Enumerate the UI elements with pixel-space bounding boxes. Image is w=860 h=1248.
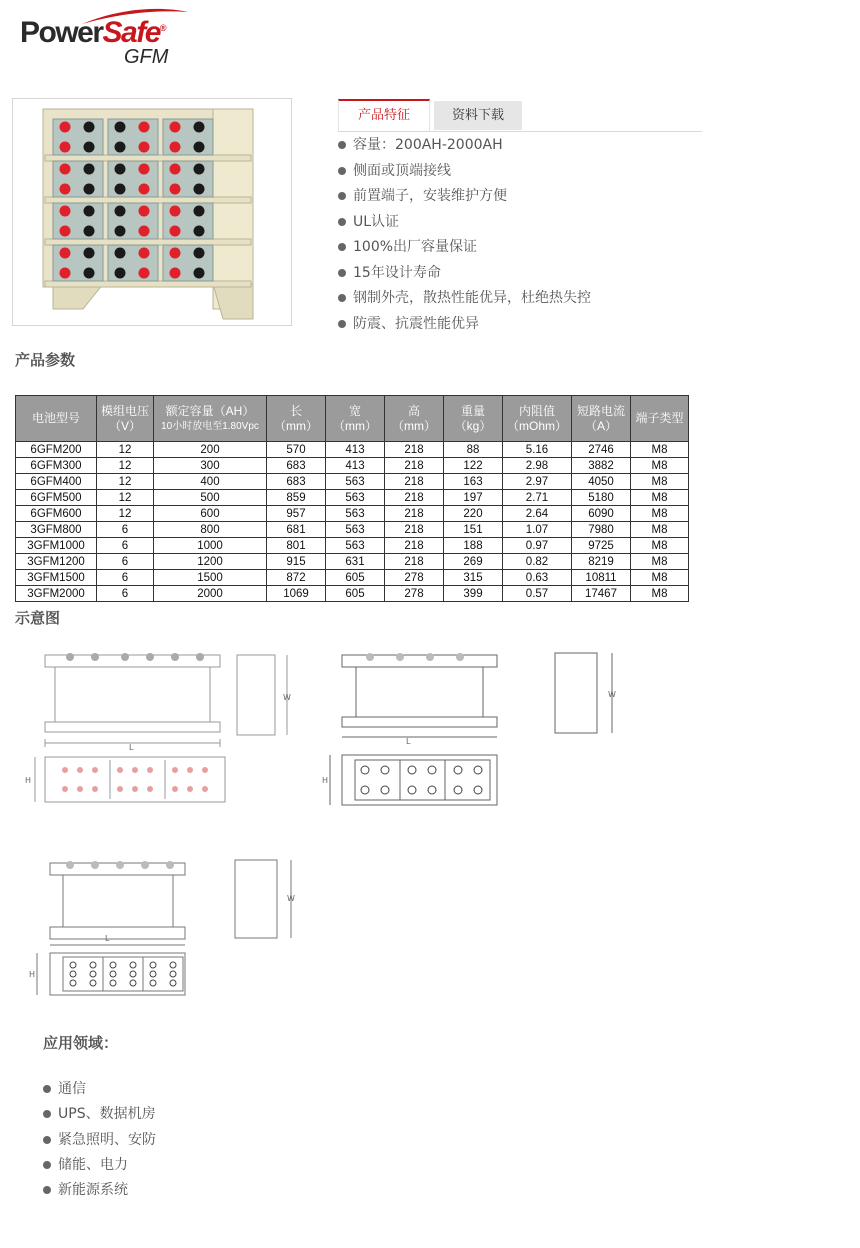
dimension-diagram-6gfm bbox=[15, 645, 300, 810]
table-cell: 6GFM600 bbox=[16, 506, 97, 522]
column-header: 模组电压 （V） bbox=[97, 396, 154, 442]
table-cell: 563 bbox=[326, 506, 385, 522]
section-title-diagram: 示意图 bbox=[15, 609, 61, 627]
table-cell: 2000 bbox=[154, 586, 267, 602]
table-cell: 859 bbox=[267, 490, 326, 506]
table-cell: 151 bbox=[444, 522, 503, 538]
bullet-icon bbox=[338, 294, 346, 302]
table-cell: 7980 bbox=[572, 522, 631, 538]
table-cell: 605 bbox=[326, 586, 385, 602]
table-cell: 399 bbox=[444, 586, 503, 602]
table-row bbox=[16, 442, 689, 458]
table-cell: 6 bbox=[97, 522, 154, 538]
table-cell: 269 bbox=[444, 554, 503, 570]
table-cell: 12 bbox=[97, 442, 154, 458]
table-cell: 6GFM300 bbox=[16, 458, 97, 474]
table-cell: M8 bbox=[631, 586, 689, 602]
bullet-icon bbox=[43, 1085, 51, 1093]
table-cell: 2.64 bbox=[503, 506, 572, 522]
table-cell: 3GFM1200 bbox=[16, 554, 97, 570]
tab-product-features[interactable]: 产品特征 bbox=[338, 99, 430, 131]
table-cell: 315 bbox=[444, 570, 503, 586]
list-item: 防震、抗震性能优异 bbox=[338, 313, 738, 339]
table-cell: 218 bbox=[385, 474, 444, 490]
table-cell: M8 bbox=[631, 490, 689, 506]
table-cell: 3GFM2000 bbox=[16, 586, 97, 602]
table-cell: 1.07 bbox=[503, 522, 572, 538]
bullet-icon bbox=[338, 218, 346, 226]
table-cell: M8 bbox=[631, 570, 689, 586]
table-cell: 300 bbox=[154, 458, 267, 474]
table-cell: 413 bbox=[326, 442, 385, 458]
table-cell: 2.98 bbox=[503, 458, 572, 474]
length-label: L bbox=[105, 934, 110, 943]
table-cell: 12 bbox=[97, 474, 154, 490]
bullet-icon bbox=[43, 1186, 51, 1194]
table-cell: 681 bbox=[267, 522, 326, 538]
table-cell: 17467 bbox=[572, 586, 631, 602]
table-cell: 1200 bbox=[154, 554, 267, 570]
table-cell: M8 bbox=[631, 474, 689, 490]
table-cell: 6 bbox=[97, 554, 154, 570]
table-cell: 563 bbox=[326, 538, 385, 554]
table-cell: 12 bbox=[97, 506, 154, 522]
table-cell: 218 bbox=[385, 538, 444, 554]
table-cell: 413 bbox=[326, 458, 385, 474]
table-row bbox=[16, 554, 689, 570]
table-cell: 218 bbox=[385, 554, 444, 570]
list-item: 容量：200AH-2000AH bbox=[338, 134, 738, 160]
bullet-icon bbox=[338, 269, 346, 277]
list-item: UPS、数据机房 bbox=[43, 1103, 156, 1128]
list-item: UL认证 bbox=[338, 211, 738, 237]
table-cell: 10811 bbox=[572, 570, 631, 586]
dimension-diagram-3gfm bbox=[320, 645, 630, 810]
section-title-params: 产品参数 bbox=[15, 351, 76, 369]
table-row bbox=[16, 570, 689, 586]
table-cell: 218 bbox=[385, 522, 444, 538]
table-cell: 605 bbox=[326, 570, 385, 586]
table-cell: 218 bbox=[385, 490, 444, 506]
table-cell: 2746 bbox=[572, 442, 631, 458]
brand-logo bbox=[20, 6, 200, 68]
section-title-applications: 应用领域： bbox=[43, 1034, 119, 1052]
table-cell: 6GFM200 bbox=[16, 442, 97, 458]
table-cell: 197 bbox=[444, 490, 503, 506]
feature-list bbox=[338, 134, 738, 338]
length-label: L bbox=[406, 737, 411, 746]
table-cell: 683 bbox=[267, 474, 326, 490]
table-cell: 3GFM1000 bbox=[16, 538, 97, 554]
table-cell: M8 bbox=[631, 458, 689, 474]
length-label: L bbox=[129, 743, 134, 752]
table-cell: M8 bbox=[631, 554, 689, 570]
table-cell: 570 bbox=[267, 442, 326, 458]
height-label: H bbox=[29, 970, 36, 979]
column-header: 长 （mm） bbox=[267, 396, 326, 442]
table-cell: 6 bbox=[97, 586, 154, 602]
table-cell: M8 bbox=[631, 442, 689, 458]
list-item: 新能源系统 bbox=[43, 1179, 156, 1204]
column-header: 电池型号 bbox=[16, 396, 97, 442]
column-header: 额定容量（AH） 10小时放电至1.80Vpc bbox=[154, 396, 267, 442]
table-header-row bbox=[16, 396, 689, 442]
column-header: 重量 （kg） bbox=[444, 396, 503, 442]
table-cell: 6 bbox=[97, 538, 154, 554]
table-cell: 218 bbox=[385, 506, 444, 522]
bullet-icon bbox=[338, 320, 346, 328]
bullet-icon bbox=[43, 1136, 51, 1144]
column-header: 内阻值 （mOhm） bbox=[503, 396, 572, 442]
table-cell: 1500 bbox=[154, 570, 267, 586]
logo-wordmark: PowerSafe® bbox=[20, 16, 166, 49]
list-item: 15年设计寿命 bbox=[338, 262, 738, 288]
column-header: 高 （mm） bbox=[385, 396, 444, 442]
table-cell: 6090 bbox=[572, 506, 631, 522]
table-cell: 957 bbox=[267, 506, 326, 522]
table-cell: 12 bbox=[97, 490, 154, 506]
table-cell: 200 bbox=[154, 442, 267, 458]
table-cell: 600 bbox=[154, 506, 267, 522]
table-cell: 2.71 bbox=[503, 490, 572, 506]
table-row bbox=[16, 490, 689, 506]
table-row bbox=[16, 586, 689, 602]
table-cell: 1069 bbox=[267, 586, 326, 602]
table-cell: 2.97 bbox=[503, 474, 572, 490]
table-cell: 3882 bbox=[572, 458, 631, 474]
width-label: W bbox=[283, 693, 291, 702]
table-row bbox=[16, 474, 689, 490]
table-cell: 0.57 bbox=[503, 586, 572, 602]
bullet-icon bbox=[338, 192, 346, 200]
table-cell: 122 bbox=[444, 458, 503, 474]
table-cell: 3GFM800 bbox=[16, 522, 97, 538]
table-cell: M8 bbox=[631, 506, 689, 522]
bullet-icon bbox=[338, 243, 346, 251]
list-item: 100%出厂容量保证 bbox=[338, 236, 738, 262]
table-cell: 8219 bbox=[572, 554, 631, 570]
table-cell: 278 bbox=[385, 586, 444, 602]
product-image bbox=[12, 98, 292, 326]
width-label: W bbox=[608, 690, 616, 699]
tab-bar bbox=[338, 99, 702, 132]
table-cell: 3GFM1500 bbox=[16, 570, 97, 586]
table-cell: 872 bbox=[267, 570, 326, 586]
column-header: 短路电流 （A） bbox=[572, 396, 631, 442]
table-cell: 6GFM500 bbox=[16, 490, 97, 506]
height-label: H bbox=[322, 776, 329, 785]
table-cell: 563 bbox=[326, 490, 385, 506]
list-item: 通信 bbox=[43, 1078, 156, 1103]
dimension-diagram-small bbox=[25, 855, 300, 1000]
height-label: H bbox=[25, 776, 32, 785]
bullet-icon bbox=[338, 141, 346, 149]
list-item: 钢制外壳，散热性能优异，杜绝热失控 bbox=[338, 287, 738, 313]
table-cell: M8 bbox=[631, 538, 689, 554]
list-item: 紧急照明、安防 bbox=[43, 1129, 156, 1154]
table-cell: 220 bbox=[444, 506, 503, 522]
table-row bbox=[16, 458, 689, 474]
spec-table bbox=[15, 395, 689, 602]
table-cell: 4050 bbox=[572, 474, 631, 490]
table-cell: 88 bbox=[444, 442, 503, 458]
table-cell: 9725 bbox=[572, 538, 631, 554]
table-row bbox=[16, 506, 689, 522]
table-cell: 0.97 bbox=[503, 538, 572, 554]
table-cell: 683 bbox=[267, 458, 326, 474]
bullet-icon bbox=[338, 167, 346, 175]
table-cell: M8 bbox=[631, 522, 689, 538]
list-item: 侧面或顶端接线 bbox=[338, 160, 738, 186]
table-cell: 801 bbox=[267, 538, 326, 554]
column-header: 宽 （mm） bbox=[326, 396, 385, 442]
list-item: 储能、电力 bbox=[43, 1154, 156, 1179]
width-label: W bbox=[287, 894, 295, 903]
table-cell: 12 bbox=[97, 458, 154, 474]
table-cell: 6 bbox=[97, 570, 154, 586]
list-item: 前置端子，安装维护方便 bbox=[338, 185, 738, 211]
table-cell: 563 bbox=[326, 474, 385, 490]
table-cell: 500 bbox=[154, 490, 267, 506]
column-header: 端子类型 bbox=[631, 396, 689, 442]
table-row bbox=[16, 522, 689, 538]
table-cell: 800 bbox=[154, 522, 267, 538]
bullet-icon bbox=[43, 1110, 51, 1118]
tab-downloads[interactable]: 资料下载 bbox=[434, 101, 522, 130]
logo-model: GFM bbox=[124, 46, 169, 68]
table-cell: 163 bbox=[444, 474, 503, 490]
table-cell: 5.16 bbox=[503, 442, 572, 458]
table-row bbox=[16, 538, 689, 554]
table-cell: 188 bbox=[444, 538, 503, 554]
application-list bbox=[43, 1078, 156, 1204]
table-cell: 915 bbox=[267, 554, 326, 570]
table-cell: 5180 bbox=[572, 490, 631, 506]
table-cell: 1000 bbox=[154, 538, 267, 554]
table-cell: 563 bbox=[326, 522, 385, 538]
table-cell: 631 bbox=[326, 554, 385, 570]
table-cell: 278 bbox=[385, 570, 444, 586]
bullet-icon bbox=[43, 1161, 51, 1169]
table-cell: 218 bbox=[385, 458, 444, 474]
table-cell: 400 bbox=[154, 474, 267, 490]
table-cell: 0.63 bbox=[503, 570, 572, 586]
table-cell: 218 bbox=[385, 442, 444, 458]
table-cell: 6GFM400 bbox=[16, 474, 97, 490]
table-cell: 0.82 bbox=[503, 554, 572, 570]
